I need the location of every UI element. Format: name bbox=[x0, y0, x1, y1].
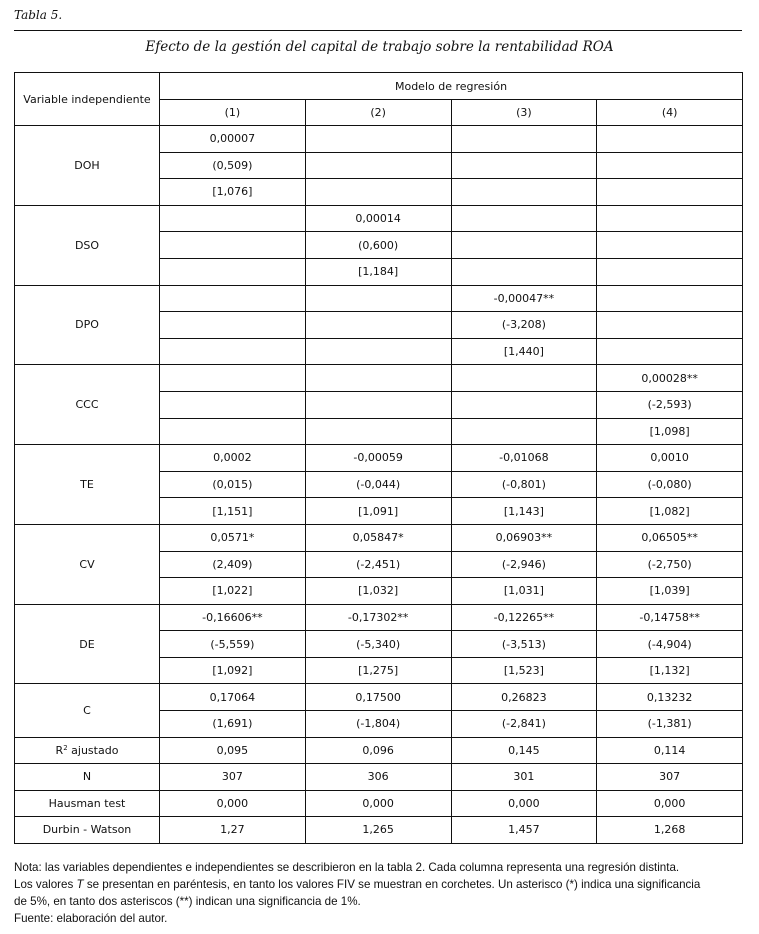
coef-cell: [1,092] bbox=[160, 657, 306, 684]
coef-cell: (-2,841) bbox=[451, 711, 597, 738]
coef-cell: (-0,080) bbox=[597, 471, 743, 498]
coef-cell: (0,509) bbox=[160, 152, 306, 179]
table-row bbox=[15, 205, 743, 232]
coef-cell: (-1,381) bbox=[597, 711, 743, 738]
header-model-3: (3) bbox=[451, 100, 597, 126]
coef-cell bbox=[305, 285, 451, 312]
coef-cell bbox=[160, 205, 306, 232]
stat-value-cell: 1,268 bbox=[597, 817, 743, 844]
coef-cell bbox=[305, 365, 451, 392]
coef-cell bbox=[451, 232, 597, 259]
stat-name: N bbox=[82, 770, 92, 784]
note-line-3: de 5%, en tanto dos asteriscos (**) indican una significancia de 1%. bbox=[14, 895, 361, 908]
coef-cell: 0,17064 bbox=[160, 684, 306, 711]
coef-cell: 0,13232 bbox=[597, 684, 743, 711]
stat-value-cell: 0,095 bbox=[160, 737, 306, 764]
coef-cell: (0,015) bbox=[160, 471, 306, 498]
coef-cell bbox=[305, 152, 451, 179]
stat-value-cell: 0,096 bbox=[305, 737, 451, 764]
coef-cell: (-5,340) bbox=[305, 631, 451, 658]
coef-cell bbox=[451, 126, 597, 153]
coef-cell bbox=[597, 232, 743, 259]
note-line-2 bbox=[14, 876, 749, 893]
coef-cell bbox=[160, 285, 306, 312]
coef-cell bbox=[597, 338, 743, 365]
header-modelo-de-regresion: Modelo de regresión bbox=[160, 73, 743, 100]
coef-cell: (-2,750) bbox=[597, 551, 743, 578]
table-note bbox=[14, 859, 749, 927]
coef-cell bbox=[451, 258, 597, 285]
variable-name-cell: DSO bbox=[15, 205, 160, 285]
coef-cell bbox=[597, 126, 743, 153]
coef-cell: -0,00047** bbox=[451, 285, 597, 312]
coef-cell bbox=[451, 418, 597, 445]
coef-cell bbox=[160, 232, 306, 259]
coef-cell: (-2,593) bbox=[597, 391, 743, 418]
coef-cell bbox=[160, 365, 306, 392]
table-caption: Efecto de la gestión del capital de trabajo sobre la rentabilidad ROA bbox=[145, 39, 614, 55]
coef-cell: 0,0571* bbox=[160, 524, 306, 551]
coef-cell: -0,12265** bbox=[451, 604, 597, 631]
coef-cell: (-3,208) bbox=[451, 312, 597, 339]
stat-row bbox=[15, 764, 743, 791]
coef-cell bbox=[305, 126, 451, 153]
coef-cell: (-1,804) bbox=[305, 711, 451, 738]
source-line: Fuente: elaboración del autor. bbox=[14, 912, 168, 925]
coef-cell bbox=[597, 312, 743, 339]
regression-table bbox=[14, 72, 743, 844]
coef-cell: 0,17500 bbox=[305, 684, 451, 711]
coef-cell: (-2,946) bbox=[451, 551, 597, 578]
coef-cell bbox=[160, 391, 306, 418]
coef-cell bbox=[597, 285, 743, 312]
stat-value-cell: 306 bbox=[305, 764, 451, 791]
coef-cell: 0,00028** bbox=[597, 365, 743, 392]
coef-cell: -0,00059 bbox=[305, 445, 451, 472]
coef-cell bbox=[451, 205, 597, 232]
stat-name-cell bbox=[15, 817, 160, 844]
stat-name-superscript: 2 bbox=[63, 743, 68, 752]
variable-name-cell: DOH bbox=[15, 126, 160, 206]
stat-value-cell: 1,265 bbox=[305, 817, 451, 844]
stat-value-cell: 301 bbox=[451, 764, 597, 791]
variable-name-cell: CCC bbox=[15, 365, 160, 445]
variable-name-cell: CV bbox=[15, 524, 160, 604]
coef-cell: 0,00014 bbox=[305, 205, 451, 232]
coef-cell: [1,132] bbox=[597, 657, 743, 684]
coef-cell: [1,032] bbox=[305, 578, 451, 605]
stat-name: Durbin - Watson bbox=[42, 823, 132, 837]
coef-cell: -0,14758** bbox=[597, 604, 743, 631]
coef-cell bbox=[160, 258, 306, 285]
coef-cell bbox=[160, 312, 306, 339]
variable-name-cell: DE bbox=[15, 604, 160, 684]
coef-cell bbox=[597, 152, 743, 179]
coef-cell: 0,06903** bbox=[451, 524, 597, 551]
coef-cell: 0,0002 bbox=[160, 445, 306, 472]
table-row bbox=[15, 285, 743, 312]
stat-row bbox=[15, 737, 743, 764]
coef-cell bbox=[451, 152, 597, 179]
stat-value-cell: 307 bbox=[597, 764, 743, 791]
coef-cell bbox=[305, 418, 451, 445]
variable-name-cell: TE bbox=[15, 445, 160, 525]
note-line-2-italic: T bbox=[76, 878, 84, 891]
coef-cell: [1,440] bbox=[451, 338, 597, 365]
coef-cell: (-2,451) bbox=[305, 551, 451, 578]
coef-cell: [1,022] bbox=[160, 578, 306, 605]
note-line-2-post: se presentan en paréntesis, en tanto los valores FIV se muestran en corchetes. Un asterisco (*) indica una significancia bbox=[83, 878, 701, 891]
stat-value-cell: 0,114 bbox=[597, 737, 743, 764]
variable-name-cell: C bbox=[15, 684, 160, 737]
coef-cell bbox=[160, 338, 306, 365]
coef-cell: 0,00007 bbox=[160, 126, 306, 153]
stat-value-cell: 0,000 bbox=[597, 790, 743, 817]
coef-cell: 0,0010 bbox=[597, 445, 743, 472]
coef-cell bbox=[305, 312, 451, 339]
stat-value-cell: 307 bbox=[160, 764, 306, 791]
coef-cell bbox=[451, 391, 597, 418]
header-model-2: (2) bbox=[305, 100, 451, 126]
coef-cell: (1,691) bbox=[160, 711, 306, 738]
table-row bbox=[15, 126, 743, 153]
variable-name-cell: DPO bbox=[15, 285, 160, 365]
stat-name-cell bbox=[15, 790, 160, 817]
coef-cell bbox=[597, 205, 743, 232]
table-row bbox=[15, 365, 743, 392]
header-variable-independiente: Variable independiente bbox=[15, 73, 160, 126]
coef-cell bbox=[305, 391, 451, 418]
stat-name-cell bbox=[15, 764, 160, 791]
coef-cell: 0,06505** bbox=[597, 524, 743, 551]
stat-row bbox=[15, 817, 743, 844]
coef-cell bbox=[305, 338, 451, 365]
stat-value-cell: 0,000 bbox=[451, 790, 597, 817]
coef-cell: [1,098] bbox=[597, 418, 743, 445]
coef-cell: (-3,513) bbox=[451, 631, 597, 658]
stat-value-cell: 0,000 bbox=[305, 790, 451, 817]
header-model-4: (4) bbox=[597, 100, 743, 126]
coef-cell: (-0,044) bbox=[305, 471, 451, 498]
stat-name: Hausman test bbox=[48, 796, 126, 810]
coef-cell bbox=[597, 179, 743, 206]
coef-cell: [1,031] bbox=[451, 578, 597, 605]
coef-cell: -0,01068 bbox=[451, 445, 597, 472]
top-rule-divider bbox=[14, 30, 742, 31]
header-model-1: (1) bbox=[160, 100, 306, 126]
coef-cell: [1,523] bbox=[451, 657, 597, 684]
coef-cell bbox=[597, 258, 743, 285]
coef-cell: (2,409) bbox=[160, 551, 306, 578]
note-line-2-pre: Los valores bbox=[14, 878, 77, 891]
stat-name-cell bbox=[15, 737, 160, 764]
coef-cell: -0,16606** bbox=[160, 604, 306, 631]
coef-cell: [1,091] bbox=[305, 498, 451, 525]
coef-cell: [1,039] bbox=[597, 578, 743, 605]
coef-cell: (0,600) bbox=[305, 232, 451, 259]
coef-cell: (-5,559) bbox=[160, 631, 306, 658]
table-row bbox=[15, 684, 743, 711]
coef-cell: [1,184] bbox=[305, 258, 451, 285]
stat-name-rest: ajustado bbox=[67, 743, 119, 757]
coef-cell: [1,143] bbox=[451, 498, 597, 525]
coef-cell: 0,26823 bbox=[451, 684, 597, 711]
coef-cell: (-0,801) bbox=[451, 471, 597, 498]
table-row bbox=[15, 604, 743, 631]
note-line-1: Nota: las variables dependientes e independientes se describieron en la tabla 2. Cada columna representa una regresión distinta. bbox=[14, 861, 680, 874]
stat-value-cell: 0,000 bbox=[160, 790, 306, 817]
table-row bbox=[15, 445, 743, 472]
coef-cell: 0,05847* bbox=[305, 524, 451, 551]
stat-row bbox=[15, 790, 743, 817]
coef-cell bbox=[451, 179, 597, 206]
coef-cell: (-4,904) bbox=[597, 631, 743, 658]
stat-name: R bbox=[55, 743, 64, 757]
stat-value-cell: 1,457 bbox=[451, 817, 597, 844]
coef-cell: [1,275] bbox=[305, 657, 451, 684]
coef-cell bbox=[305, 179, 451, 206]
coef-cell: [1,082] bbox=[597, 498, 743, 525]
stat-value-cell: 0,145 bbox=[451, 737, 597, 764]
coef-cell: [1,151] bbox=[160, 498, 306, 525]
coef-cell bbox=[451, 365, 597, 392]
table-number-label: Tabla 5. bbox=[14, 8, 63, 22]
coef-cell: -0,17302** bbox=[305, 604, 451, 631]
coef-cell: [1,076] bbox=[160, 179, 306, 206]
table-row bbox=[15, 524, 743, 551]
coef-cell bbox=[160, 418, 306, 445]
stat-value-cell: 1,27 bbox=[160, 817, 306, 844]
